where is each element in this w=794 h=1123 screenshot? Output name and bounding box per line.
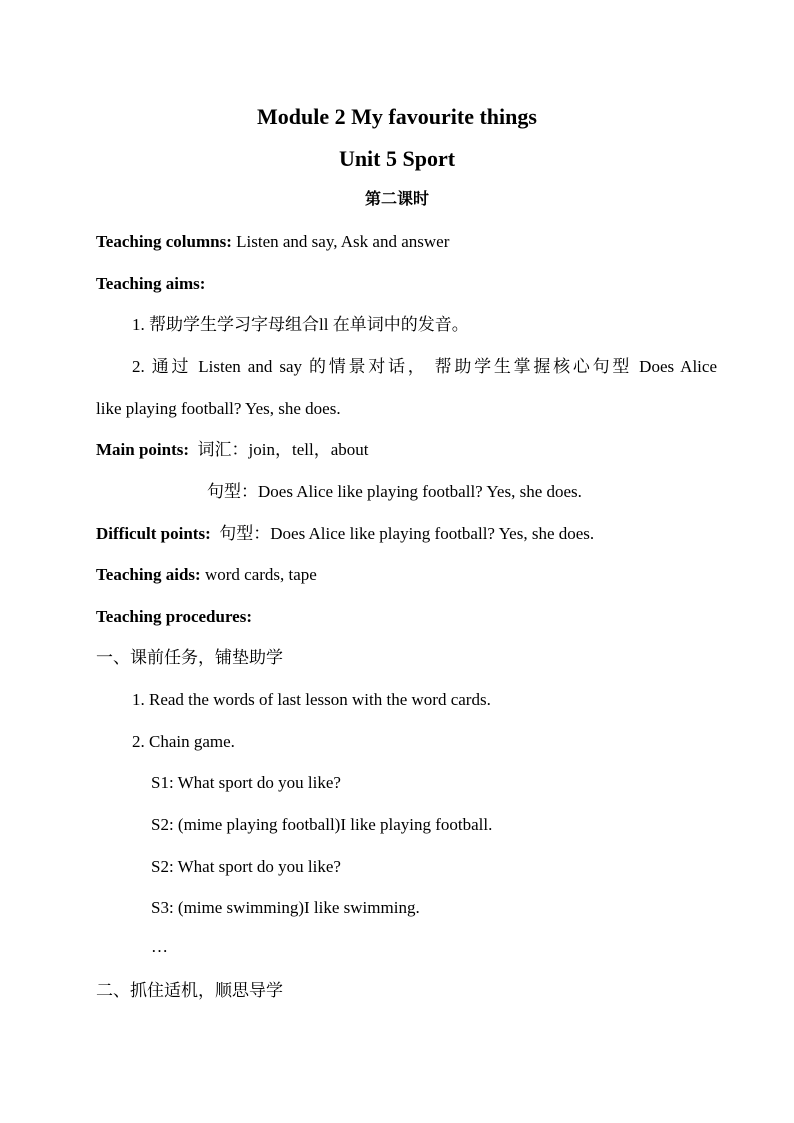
teaching-columns [96, 231, 449, 253]
aim-1: 1. 帮助学生学习字母组合ll 在单词中的发音。 [132, 315, 469, 334]
document-title: Module 2 My favourite things [257, 104, 537, 129]
main-points-sentence: 句型：Does Alice like playing football? Yes, she does. [207, 482, 582, 501]
main-points [96, 439, 368, 461]
difficult-points-label: Difficult points: [96, 524, 211, 543]
section-1-heading: 一、课前任务，铺垫助学 [96, 648, 283, 667]
dialog-line-1: S1: What sport do you like? [151, 773, 341, 792]
difficult-points-value: 句型：Does Alice like playing football? Yes, she does. [219, 524, 595, 543]
aim-2-line-1: 2. 通过 Listen and say 的情景对话， 帮助学生掌握核心句型 Does Alice [132, 357, 717, 376]
section-2-heading: 二、抓住适机，顺思导学 [96, 981, 283, 1000]
teaching-aids-label: Teaching aids: [96, 565, 201, 584]
teaching-procedures-label: Teaching procedures: [96, 607, 253, 626]
difficult-points [96, 523, 594, 545]
teaching-aims-label: Teaching aims: [96, 274, 206, 293]
dialog-line-3: S2: What sport do you like? [151, 857, 341, 876]
procedure-step-2: 2. Chain game. [132, 732, 235, 751]
teaching-aids [96, 564, 317, 586]
dialog-line-2: S2: (mime playing football)I like playing football. [151, 815, 493, 834]
dialog-ellipsis: … [151, 937, 168, 956]
aim-2-line-2: like playing football? Yes, she does. [96, 399, 341, 418]
teaching-columns-value: Listen and say, Ask and answer [231, 232, 450, 251]
teaching-aids-value: word cards, tape [200, 565, 317, 584]
procedure-step-1: 1. Read the words of last lesson with the word cards. [132, 690, 491, 709]
unit-title: Unit 5 Sport [338, 146, 456, 171]
dialog-line-4: S3: (mime swimming)I like swimming. [151, 898, 420, 917]
teaching-columns-label: Teaching columns: [96, 232, 232, 251]
main-points-label: Main points: [96, 440, 190, 459]
main-points-vocab: 词汇：join，tell，about [197, 440, 369, 459]
lesson-label: 第二课时 [364, 191, 429, 208]
